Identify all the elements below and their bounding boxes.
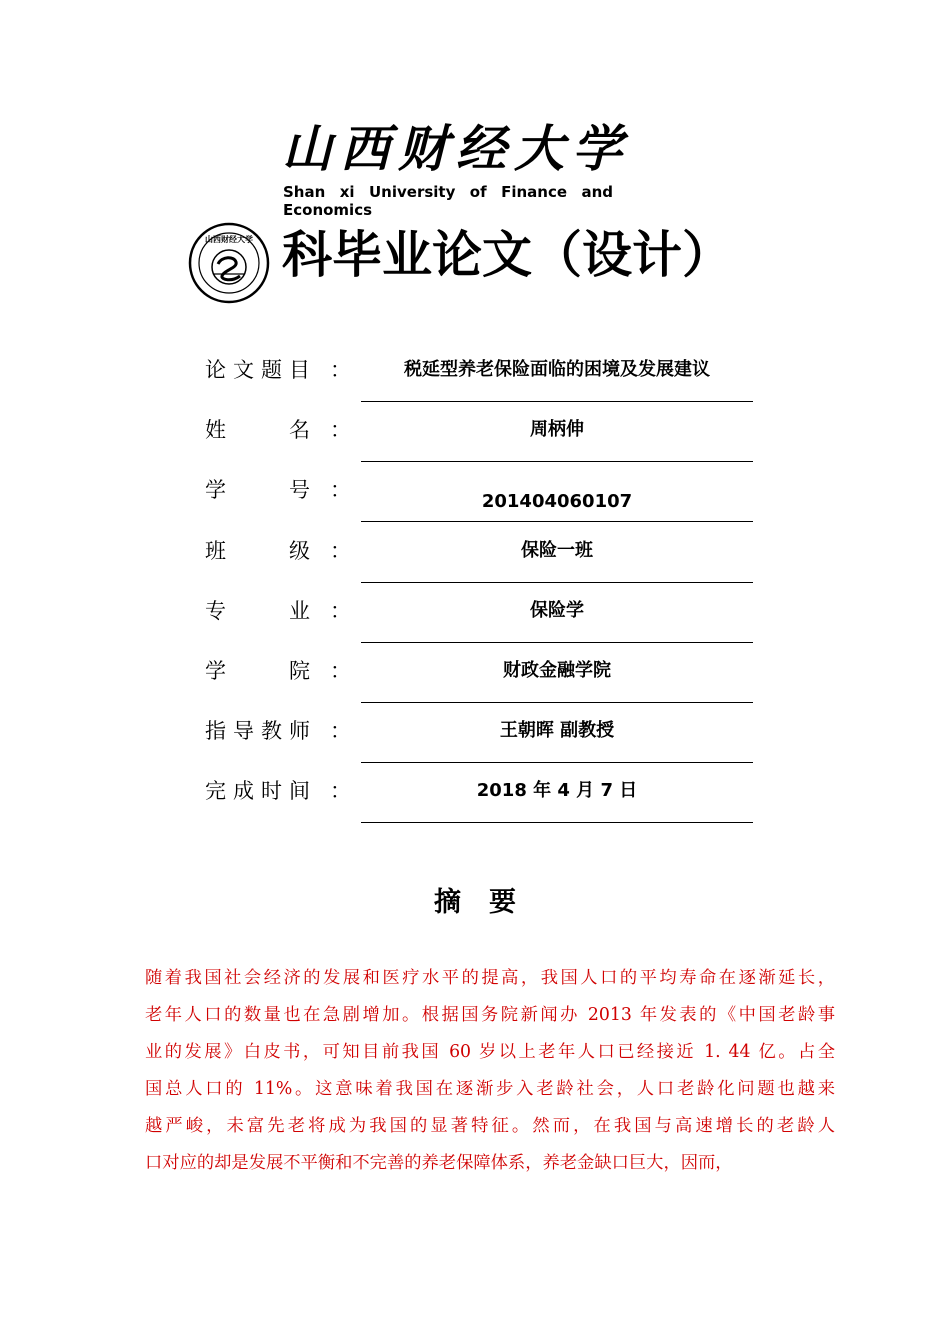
info-row — [205, 716, 753, 776]
info-row — [205, 596, 753, 656]
underline — [361, 762, 753, 763]
info-label: 完 成 时 间 — [205, 779, 310, 803]
info-label: 论 文 题 目 — [205, 358, 310, 382]
info-label: 学 号 — [205, 478, 310, 502]
info-row — [205, 776, 753, 836]
info-value: 保险学 — [530, 600, 584, 621]
underline — [361, 521, 753, 522]
info-value: 2018 年 4 月 7 日 — [476, 780, 638, 801]
abstract-line: 随着我国社会经济的发展和医疗水平的提高，我国人口的平均寿命在逐渐延长， — [145, 968, 835, 988]
info-label: 学 院 — [205, 659, 310, 683]
abstract-line: 口对应的却是发展不平衡和不完善的养老保障体系，养老金缺口巨大，因而， — [145, 1153, 733, 1173]
abstract-line: 国总人口的 11%。这意味着我国在逐渐步入老龄社会，人口老龄化问题也越来 — [145, 1079, 835, 1099]
underline — [361, 822, 753, 823]
info-label: 指 导 教 师 — [205, 719, 310, 743]
thesis-type-title: 科毕业论文（设计） — [282, 226, 732, 284]
info-colon: ： — [330, 478, 351, 502]
info-row — [205, 355, 753, 415]
info-colon: ： — [330, 779, 351, 803]
info-label: 姓 名 — [205, 418, 310, 442]
info-value: 保险一班 — [521, 540, 593, 561]
info-label: 专 业 — [205, 599, 310, 623]
abstract-title: 摘要 — [434, 887, 544, 918]
info-row — [205, 656, 753, 716]
abstract-line: 业的发展》白皮书，可知目前我国 60 岁以上老年人口已经接近 1. 44 亿。占全 — [145, 1042, 835, 1062]
seal-text: 山西财经大学 — [205, 234, 253, 244]
info-colon: ： — [330, 358, 351, 382]
info-colon: ： — [330, 659, 351, 683]
info-row — [205, 475, 753, 535]
university-name-english: Shan xi University of Finance and Economics — [283, 183, 613, 219]
info-colon: ： — [330, 418, 351, 442]
info-value: 财政金融学院 — [503, 660, 611, 681]
info-colon: ： — [330, 719, 351, 743]
info-value: 201404060107 — [481, 491, 633, 512]
info-colon: ： — [330, 599, 351, 623]
info-value: 王朝晖 副教授 — [499, 720, 615, 741]
university-name-calligraphy: 山西财经大学 — [282, 119, 630, 178]
info-colon: ： — [330, 539, 351, 563]
info-row — [205, 536, 753, 596]
abstract-line: 老年人口的数量也在急剧增加。根据国务院新闻办 2013 年发表的《中国老龄事 — [145, 1005, 835, 1025]
university-seal-logo — [188, 222, 270, 304]
underline — [361, 642, 753, 643]
info-label: 班 级 — [205, 539, 310, 563]
abstract-body — [145, 960, 835, 1182]
underline — [361, 582, 753, 583]
info-row — [205, 415, 753, 475]
info-value: 税延型养老保险面临的困境及发展建议 — [404, 359, 710, 380]
underline — [361, 401, 753, 402]
underline — [361, 461, 753, 462]
abstract-line: 越严峻，未富先老将成为我国的显著特征。然而，在我国与高速增长的老龄人 — [145, 1116, 835, 1136]
underline — [361, 702, 753, 703]
info-value: 周柄伸 — [530, 419, 584, 440]
